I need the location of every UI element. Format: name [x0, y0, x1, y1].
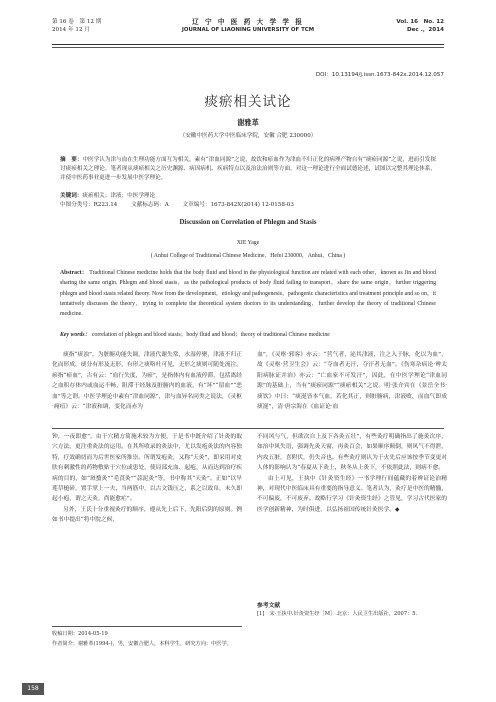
english-author: XIE Yage [236, 240, 260, 246]
date-cn: 2014 年 12 月 [52, 27, 90, 33]
body-column-left-top [52, 350, 242, 412]
header-rule-thick [52, 44, 444, 45]
body-paragraph: 不同风与气，但欲次自上及下各灸五壮”，有些灸疗明确指出了施灸次序，如治中风失语，强调先灸天窗，再灸百会，如果顺序颠倒，则风气不得泄，内攻五脏，喜附伏，仍失音也。有些灸疗则认为于火先后应该按季节变更对人体的影响认为“春夏从下灸上，秋冬从上灸下，不依照此法，则病不愈。 [257, 434, 447, 472]
author-name: 谢雅革 [237, 118, 259, 127]
journal-name-cn: 辽 宁 中 医 药 大 学 学 报 [192, 18, 304, 26]
body-paragraph: 钟，一夜即愈”，由于穴精方简施术较为方便，于是书中既介绍了针灸的取穴方法，更注重灸法的运用。在其所收录的灸法中，尤以发疱灸法的内容独特，疗效确切而为后世医家所推崇。所谓发疱灸，又称“天灸”，即采用对皮肤有刺激性的药物敷贴于穴位或患处，使局部充血、起疱，从而达到治疗疾病的目的，如“斑蝥灸”“毛莨灸”“蒜泥灸”等，书中称其“天灸”。正如“以旱莲草槌碎，置手掌上一夫，当两筋中，以古文钱压之，系之以故帛，未久即起小疱，谓之天灸，尚能愈疟”。 [52, 434, 242, 503]
journal-name-en: JOURNAL OF LIAONING UNIVERSITY OF TCM [181, 27, 315, 33]
running-header [52, 18, 444, 44]
english-keywords [60, 330, 436, 340]
classification-line [60, 201, 436, 209]
article-number: 文章编号：1673-842X(2014) 12-0158-03 [182, 202, 294, 208]
section-divider [52, 428, 444, 429]
clc-number: 中图分类号：R223.14 [60, 202, 118, 208]
references-heading: 参考文献 [257, 603, 281, 609]
header-rule-thin [52, 47, 444, 48]
english-abstract [60, 268, 436, 319]
header-volume-en [396, 18, 444, 34]
abstract-cn-text: 中医学认为津与血在生理功能方面互为相关，素有“津血同源”之说，故饮和瘀血作为津血不归正化的病理产物自有“痰瘀同源”之说，进而引发探讨痰瘀相关之理论。笔者现从痰瘀相关之历史渊源、病因病机、疾病特点以及治法治则等方面，对这一理论进行全面试德论述，试图以完整其理论体系，并使中医药事业更进一步发展中医学理论。 [60, 157, 436, 181]
abstract-cn [60, 156, 436, 183]
page-number: 158 [22, 683, 44, 695]
reference-item: [1] 宋·王执中.针灸资生经［M］.北京：人民卫生出版社，2007：5. [257, 611, 418, 617]
keywords-cn-label: 关键词： [60, 193, 83, 199]
body-paragraph: 由上可见，王执中《针灸资生经》一书学理行间蕴藏的着辨证论治精神，对现代中医临床具有重要的指导意义。笔者认为，灸疗是中医的精髓，不可偏废，不可废弃。故略行学习《针灸资生经》之管见，学习古代医家的医学创新精神，为时俱进，以弘扬祖国传统针灸医学。◆ [257, 475, 447, 513]
english-affiliation: ( Anhui College of Traditional Chinese Medicine，Hefei 230000，Anhui，China ) [150, 253, 346, 259]
doi: DOI：10.13194/j.issn.1673-842x.2014.12.057 [315, 72, 444, 78]
volume-issue-cn: 第 16 卷 第 12 期 [52, 19, 102, 25]
footnote-rule [52, 626, 242, 627]
keywords-cn [60, 192, 436, 200]
body-paragraph: 血”，《灵枢·邪客》亦云：“营气者，泌其津液，注之入于脉，化以为血”，故《灵枢·营卫生会》云：“夺血者无汗，夺汗者无血”。《伤寒杂病论·辨太阳病脉证并治》亦云：“亡血家不可发汗”，因此，在中医学理论“津血同源”的基础上，当有“痰瘀同源”“痰瘀相关”之说。明·张介宾在《景岳全书·痰饮》中曰：“痰涎皆本气血，若化其正，则脏腑病，津液败，而血气即成痰涎”，清·唐宗海在《血证论·血 [257, 352, 447, 411]
english-abstract-text: Traditional Chinese medicine holds that the body fluid and blood in the physiological function are related with each other，known as Jin and blood sharing the same origin. Phlegm and blood stasis，as the pathological products of body fluid failing to transport，share the same origin，further triggering phlegm and blood stasis related theory. Now from the development，etiology and pathogenesis，pathogenic characteristics and treatment principle and so on，it tentatively discusses the theory，trying to complete the theoretical system doctors to its understanding，further develop the theory of traditional Chinese medicine. [60, 270, 436, 318]
article-title: 痰瘀相关试论 [204, 94, 292, 110]
body-column-left-bottom [52, 432, 242, 526]
body-column-right-top [257, 350, 447, 412]
header-journal [52, 18, 444, 34]
body-paragraph: 痰指“痰浊”，为脏腑功能失调，津液代谢失常，水湿停聚，津液不归正化而形成，痰分有形及无形，有形之痰咯吐可见，无形之痰则可随处流注。瘀指“瘀血”，古有云：“血行失度，为瘀”，是指体内有血液停滞，包括离经之血积存体内或血运不畅，阻滞于经脉及脏腑内的血液，有“坏”“留血”“恶血”等之谓。中医学理论中素有“津血同源”，津与血异名同类之说法，《灵枢·痈疽》云：“津液和调，变化而赤为 [52, 352, 243, 411]
english-keywords-label: Key words： [60, 332, 91, 338]
english-abstract-label: Abstract： [60, 270, 88, 276]
document-code: 文献标志码：A [131, 202, 169, 208]
keywords-cn-text: 痰瘀相关；津液；中医学理论 [82, 193, 156, 199]
volume-issue-en: Vol. 16 No. 12 [396, 19, 444, 25]
author-affiliation: （安徽中医药大学中医临床学院，安徽 合肥 230000） [179, 133, 317, 139]
english-title: Discussion on Correlation of Phlegm and Stasis [179, 219, 317, 226]
english-keywords-text: correlation of phlegm and blood stasis；body fluid and blood；theory of traditional Chinese medicine [91, 332, 330, 338]
date-en: Dec .，2014 [407, 27, 444, 33]
abstract-cn-label: 摘 要： [60, 157, 83, 163]
received-date: 收稿日期：2014-05-19 [52, 631, 108, 637]
body-column-right-bottom [257, 432, 447, 515]
author-bio: 作者简介：谢雅革(1994-)，男，安徽合肥人，本科学生，研究方向：中医学。 [52, 641, 232, 647]
body-paragraph: 另外，王氏十分重视灸疗的顺序，遵从先上后下，先阳后阴的原则。例如书中提出“将中脘之候， [52, 506, 242, 524]
